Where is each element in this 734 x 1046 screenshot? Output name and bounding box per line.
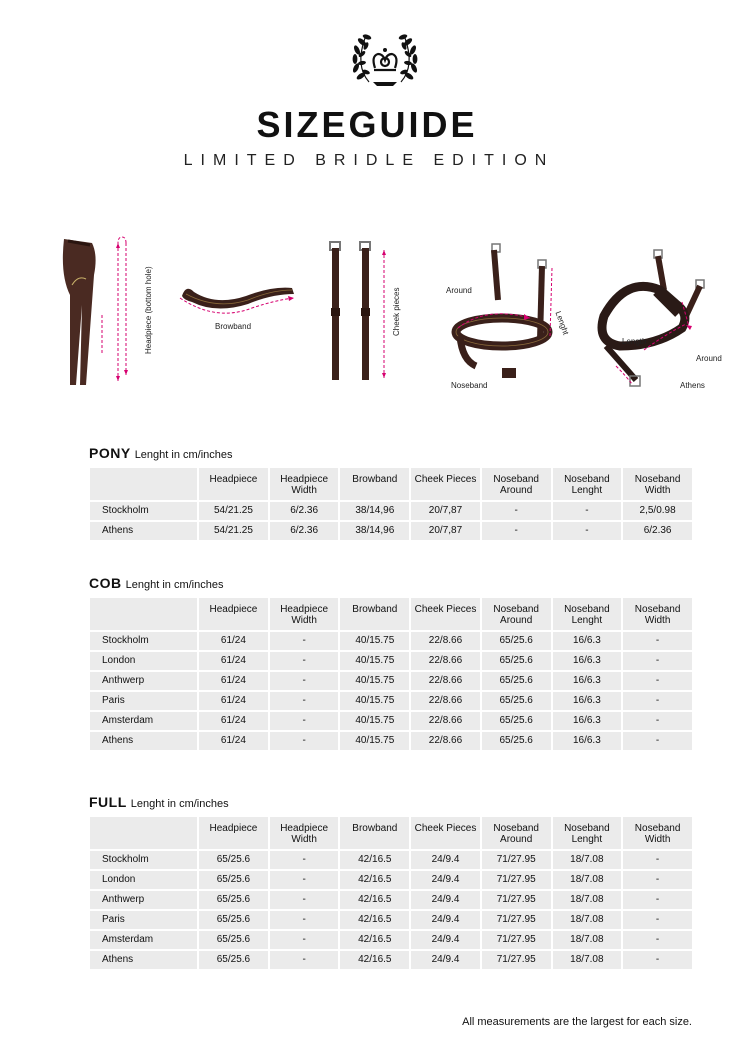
table-cell: 61/24 [199,672,268,690]
table-cell: 20/7,87 [411,522,480,540]
table-cell: 18/7.08 [553,931,622,949]
table-cell: 65/25.6 [199,951,268,969]
row-name: Anthwerp [90,891,197,909]
table-cell: 40/15.75 [340,732,409,750]
table-row [90,951,692,969]
header-cell [90,598,197,630]
table-cell: 22/8.66 [411,672,480,690]
table-cell: - [270,692,339,710]
noseband-around-label: Around [446,286,472,295]
table-cell: 40/15.75 [340,692,409,710]
table-cell: 65/25.6 [482,632,551,650]
table-cell: - [623,692,692,710]
header-cell: Cheek Pieces [411,817,480,849]
table-cell: 40/15.75 [340,672,409,690]
footer-note: All measurements are the largest for each size. [462,1016,692,1028]
row-name: Athens [90,732,197,750]
cob-size-name: COB [89,575,122,591]
table-row [90,692,692,710]
table-cell: - [482,522,551,540]
table-cell: 22/8.66 [411,692,480,710]
table-cell: 65/25.6 [482,652,551,670]
header-cell: Cheek Pieces [411,598,480,630]
header-cell: Headpiece Width [270,817,339,849]
header-cell: Noseband Lenght [553,468,622,500]
cob-size-table [88,596,694,752]
table-row [90,502,692,520]
table-cell: - [270,712,339,730]
table-row [90,851,692,869]
table-cell: 24/9.4 [411,931,480,949]
table-cell: - [623,891,692,909]
row-name: Stockholm [90,851,197,869]
header-cell: Noseband Around [482,598,551,630]
headpiece-illustration [56,235,136,387]
header-cell: Headpiece [199,468,268,500]
table-row [90,652,692,670]
table-cell: 18/7.08 [553,851,622,869]
table-cell: 54/21.25 [199,522,268,540]
noseband-illustration [446,240,572,398]
athens-label: Athens [680,381,705,390]
table-row [90,911,692,929]
page-title: SIZEGUIDE [256,104,478,145]
crown-laurel-logo [347,32,423,90]
header-cell: Noseband Around [482,468,551,500]
pony-section-title [89,445,233,461]
table-cell: 16/6.3 [553,672,622,690]
full-unit-note: Lenght in cm/inches [130,798,229,810]
table-cell: 61/24 [199,632,268,650]
table-cell: 65/25.6 [482,732,551,750]
table-cell: 65/25.6 [199,891,268,909]
table-cell: 61/24 [199,732,268,750]
table-row [90,931,692,949]
table-cell: 22/8.66 [411,652,480,670]
table-cell: 61/24 [199,652,268,670]
pony-size-table [88,466,694,542]
table-row [90,891,692,909]
athens-length-label: Length [622,337,647,346]
row-name: Paris [90,692,197,710]
header-cell: Cheek Pieces [411,468,480,500]
table-cell: 24/9.4 [411,851,480,869]
cob-unit-note: Lenght in cm/inches [125,579,224,591]
browband-label: Browband [215,322,252,331]
table-cell: 71/27.95 [482,931,551,949]
table-cell: - [270,652,339,670]
table-row [90,712,692,730]
table-cell: - [270,672,339,690]
table-cell: 6/2.36 [270,522,339,540]
table-cell: - [623,931,692,949]
full-section-title [89,794,229,810]
table-row [90,672,692,690]
row-name: Anthwerp [90,672,197,690]
table-cell: 65/25.6 [199,931,268,949]
table-cell: - [270,632,339,650]
header-cell: Headpiece [199,598,268,630]
table-cell: - [623,672,692,690]
table-cell: 6/2.36 [623,522,692,540]
table-cell: 24/9.4 [411,871,480,889]
table-cell: - [270,851,339,869]
cheek-pieces-label: Cheek pieces [392,287,401,336]
table-cell: 71/27.95 [482,951,551,969]
table-cell: 42/16.5 [340,851,409,869]
row-name: London [90,871,197,889]
table-cell: 24/9.4 [411,891,480,909]
table-cell: 18/7.08 [553,891,622,909]
table-cell: 71/27.95 [482,911,551,929]
header-cell: Noseband Width [623,598,692,630]
table-cell: - [270,911,339,929]
table-cell: - [270,891,339,909]
table-cell: 38/14,96 [340,502,409,520]
table-cell: 65/25.6 [199,871,268,889]
table-cell: - [623,911,692,929]
headpiece-label: Headpiece (bottom hole) [144,266,153,354]
full-size-name: FULL [89,794,127,810]
table-header-row [90,598,692,630]
table-cell: 40/15.75 [340,652,409,670]
table-cell: 16/6.3 [553,652,622,670]
table-cell: 71/27.95 [482,891,551,909]
athens-around-label: Around [696,354,722,363]
table-cell: - [482,502,551,520]
cheek-pieces-illustration [318,238,398,386]
table-cell: 54/21.25 [199,502,268,520]
table-row [90,522,692,540]
table-cell: - [270,951,339,969]
noseband-length-label: Lenght [553,310,571,337]
table-cell: 42/16.5 [340,911,409,929]
table-header-row [90,817,692,849]
table-cell: 42/16.5 [340,871,409,889]
row-name: London [90,652,197,670]
table-cell: 24/9.4 [411,911,480,929]
table-cell: 20/7,87 [411,502,480,520]
table-cell: - [270,871,339,889]
row-name: Athens [90,522,197,540]
table-row [90,732,692,750]
table-cell: 22/8.66 [411,632,480,650]
table-cell: 24/9.4 [411,951,480,969]
table-cell: 16/6.3 [553,732,622,750]
full-size-table [88,815,694,971]
table-cell: 61/24 [199,712,268,730]
row-name: Stockholm [90,632,197,650]
cob-section-title [89,575,223,591]
row-name: Paris [90,911,197,929]
header-cell [90,817,197,849]
table-cell: 18/7.08 [553,951,622,969]
table-cell: - [623,851,692,869]
header-cell: Browband [340,598,409,630]
table-cell: 16/6.3 [553,632,622,650]
athens-noseband-illustration [586,246,716,394]
table-cell: - [553,502,622,520]
table-cell: - [623,712,692,730]
header-cell: Noseband Lenght [553,817,622,849]
header-cell: Browband [340,468,409,500]
table-cell: 2,5/0.98 [623,502,692,520]
table-cell: 61/24 [199,692,268,710]
table-cell: 40/15.75 [340,632,409,650]
table-cell: 65/25.6 [482,692,551,710]
table-cell: - [270,732,339,750]
header-cell: Noseband Width [623,468,692,500]
row-name: Athens [90,951,197,969]
table-cell: - [623,951,692,969]
table-row [90,871,692,889]
header-cell: Noseband Around [482,817,551,849]
table-cell: 42/16.5 [340,931,409,949]
table-cell: - [623,871,692,889]
table-cell: 65/25.6 [199,851,268,869]
table-cell: - [270,931,339,949]
table-cell: 65/25.6 [482,672,551,690]
table-cell: 18/7.08 [553,911,622,929]
table-cell: - [623,632,692,650]
table-cell: 40/15.75 [340,712,409,730]
pony-unit-note: Lenght in cm/inches [134,449,233,461]
table-cell: 38/14,96 [340,522,409,540]
table-cell: 6/2.36 [270,502,339,520]
header-cell: Headpiece [199,817,268,849]
header-cell: Noseband Width [623,817,692,849]
table-cell: - [623,732,692,750]
table-cell: 65/25.6 [482,712,551,730]
header-cell: Headpiece Width [270,598,339,630]
header-cell [90,468,197,500]
table-cell: 65/25.6 [199,911,268,929]
header-cell: Headpiece Width [270,468,339,500]
table-cell: 42/16.5 [340,951,409,969]
table-row [90,632,692,650]
table-cell: 18/7.08 [553,871,622,889]
browband-illustration [176,278,300,320]
table-cell: 22/8.66 [411,732,480,750]
table-cell: - [553,522,622,540]
table-cell: 16/6.3 [553,692,622,710]
table-cell: - [623,652,692,670]
page-subtitle: LIMITED BRIDLE EDITION [183,152,555,169]
row-name: Amsterdam [90,712,197,730]
header-cell: Noseband Lenght [553,598,622,630]
pony-size-name: PONY [89,445,131,461]
row-name: Amsterdam [90,931,197,949]
noseband-label: Noseband [451,381,488,390]
table-header-row [90,468,692,500]
header-cell: Browband [340,817,409,849]
table-cell: 16/6.3 [553,712,622,730]
table-cell: 42/16.5 [340,891,409,909]
table-cell: 71/27.95 [482,871,551,889]
row-name: Stockholm [90,502,197,520]
table-cell: 71/27.95 [482,851,551,869]
table-cell: 22/8.66 [411,712,480,730]
